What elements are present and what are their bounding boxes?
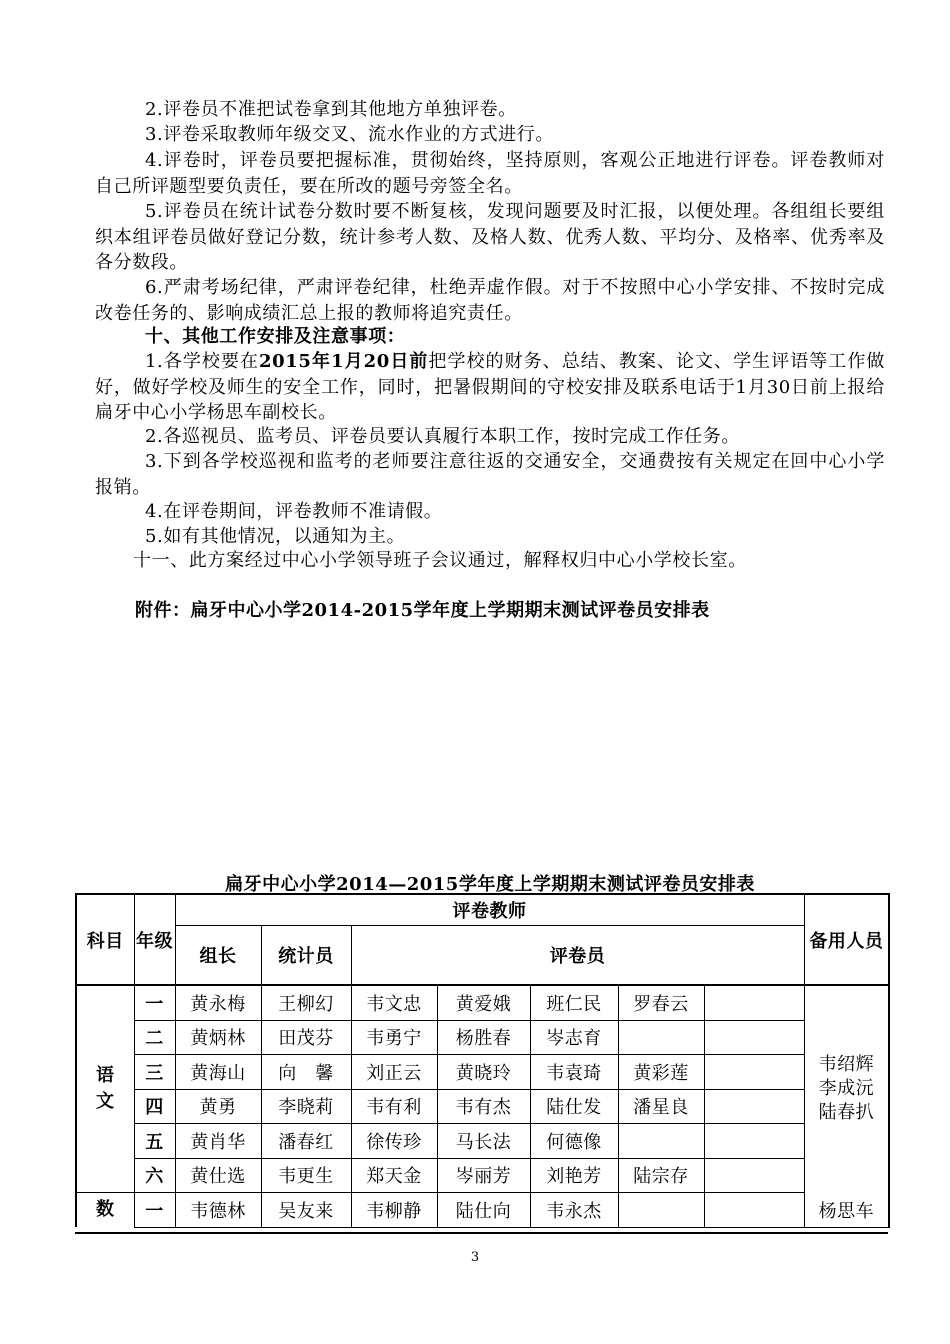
leader-cell: 黄炳林: [175, 1020, 261, 1055]
table-row: [76, 1193, 889, 1228]
header-backup: 备用人员: [804, 894, 889, 985]
backup-math: 杨思车: [804, 1193, 889, 1228]
grader-cell: 岑丽芳: [437, 1158, 530, 1193]
paragraph-4: 4.评卷时，评卷员要把握标准，贯彻始终，坚持原则，客观公正地进行评卷。评卷教师对自己所评题型要负责任，要在所改的题号旁签全名。: [95, 150, 885, 197]
leader-cell: 黄肖华: [175, 1124, 261, 1159]
grader-cell: 韦袁琦: [530, 1055, 618, 1090]
backup-name: 李成沅: [818, 1078, 875, 1100]
statistician-cell: 李晓莉: [261, 1089, 351, 1124]
leader-cell: 韦德林: [175, 1193, 261, 1228]
grader-cell: 黄爱娥: [437, 985, 530, 1020]
grader-cell: [704, 1089, 804, 1124]
table-title: 扁牙中心小学2014—2015学年度上学期期末测试评卷员安排表: [225, 874, 755, 895]
statistician-cell: 王柳幻: [261, 985, 351, 1020]
grade-cell: 四: [134, 1089, 175, 1124]
grader-cell: 潘星良: [618, 1089, 704, 1124]
section-11: 十一、此方案经过中心小学领导班子会议通过，解释权归中心小学校长室。: [133, 550, 747, 571]
header-row-1: [76, 894, 889, 926]
grade-cell: 二: [134, 1020, 175, 1055]
grade-cell: 一: [134, 985, 175, 1020]
attachment-title: 附件：扁牙中心小学2014-2015学年度上学期期末测试评卷员安排表: [135, 600, 710, 621]
grader-cell: 郑天金: [351, 1158, 437, 1193]
section-10-heading: 十、其他工作安排及注意事项：: [145, 326, 406, 347]
grader-cell: [618, 1124, 704, 1159]
grader-cell: 罗春云: [618, 985, 704, 1020]
grader-cell: 班仁民: [530, 985, 618, 1020]
paragraph-6: 6.严肃考场纪律，严肃评卷纪律，杜绝弄虚作假。对于不按照中心小学安排、不按时完成改卷任务的、影响成绩汇总上报的教师将追究责任。: [95, 277, 885, 324]
header-row-2: [76, 926, 889, 986]
table-row: [76, 1158, 889, 1193]
page-number: 3: [470, 1250, 480, 1265]
paragraph-5: 5.评卷员在统计试卷分数时要不断复核，发现问题要及时汇报，以便处理。各组组长要组织本组评卷员做好登记分数，统计参考人数、及格人数、优秀人数、平均分、及格率、优秀率及各分数段。: [95, 201, 885, 273]
grader-cell: [704, 985, 804, 1020]
header-grade: 年级: [134, 894, 175, 985]
header-graders: 评卷员: [351, 926, 804, 986]
grader-cell: 韦柳静: [351, 1193, 437, 1228]
grader-table: [75, 893, 890, 1228]
grader-cell: 韦有利: [351, 1089, 437, 1124]
leader-cell: 黄仕选: [175, 1158, 261, 1193]
subject-chinese-label: 语文: [96, 1065, 115, 1112]
header-teachers: 评卷教师: [175, 894, 804, 926]
table-bottom-border: [75, 1232, 888, 1234]
grader-cell: 韦永杰: [530, 1193, 618, 1228]
table-row: [76, 1089, 889, 1124]
grader-cell: [618, 1193, 704, 1228]
grader-cell: 黄彩莲: [618, 1055, 704, 1090]
section-10-item-3: 3.下到各学校巡视和监考的老师要注意往返的交通安全，交通费按有关规定在回中心小学报销。: [95, 451, 885, 498]
section-10-item-4: 4.在评卷期间，评卷教师不准请假。: [145, 501, 443, 522]
grader-cell: 韦有杰: [437, 1089, 530, 1124]
subject-math: 数: [76, 1193, 134, 1228]
header-subject: 科目: [76, 894, 134, 985]
grader-cell: 韦勇宁: [351, 1020, 437, 1055]
section-10-item-5: 5.如有其他情况，以通知为主。: [145, 526, 406, 547]
table-row: [76, 1020, 889, 1055]
grader-cell: 陆仕向: [437, 1193, 530, 1228]
grader-cell: 黄晓玲: [437, 1055, 530, 1090]
statistician-cell: 吴友来: [261, 1193, 351, 1228]
paragraph-2: 2.评卷员不准把试卷拿到其他地方单独评卷。: [145, 99, 517, 120]
paragraph-3: 3.评卷采取教师年级交叉、流水作业的方式进行。: [145, 124, 554, 145]
section-10-item-1: [95, 349, 885, 426]
grader-cell: 刘正云: [351, 1055, 437, 1090]
statistician-cell: 田茂芬: [261, 1020, 351, 1055]
grade-cell: 三: [134, 1055, 175, 1090]
grade-cell: 五: [134, 1124, 175, 1159]
grader-cell: [704, 1193, 804, 1228]
grader-cell: [618, 1020, 704, 1055]
grader-cell: 陆仕发: [530, 1089, 618, 1124]
backup-name: 韦绍辉: [818, 1054, 875, 1076]
item-1-body: 把学校的财务、总结、教案、论文、学生评语等工作做好，做好学校及师生的安全工作，同时，把暑假期间的守校安排及联系电话于1月30日前上报给扁牙中心小学杨思车副校长。: [95, 351, 885, 423]
item-1-prefix: 1.各学校要在: [145, 351, 260, 372]
grader-cell: 杨胜春: [437, 1020, 530, 1055]
leader-cell: 黄勇: [175, 1089, 261, 1124]
grader-cell: 刘艳芳: [530, 1158, 618, 1193]
grader-cell: [704, 1124, 804, 1159]
table-row: [76, 985, 889, 1020]
grader-cell: 徐传珍: [351, 1124, 437, 1159]
section-10-item-2: 2.各巡视员、监考员、评卷员要认真履行本职工作，按时完成工作任务。: [145, 426, 740, 447]
grader-cell: 马长法: [437, 1124, 530, 1159]
grader-cell: [704, 1158, 804, 1193]
grade-cell: 一: [134, 1193, 175, 1228]
leader-cell: 黄海山: [175, 1055, 261, 1090]
table-row: [76, 1124, 889, 1159]
table-row: [76, 1055, 889, 1090]
backup-name: 陆春扒: [818, 1102, 875, 1124]
grader-cell: [704, 1055, 804, 1090]
header-statistician: 统计员: [261, 926, 351, 986]
header-leader: 组长: [175, 926, 261, 986]
grader-cell: [704, 1020, 804, 1055]
grade-cell: 六: [134, 1158, 175, 1193]
statistician-cell: 韦更生: [261, 1158, 351, 1193]
statistician-cell: 向 馨: [261, 1055, 351, 1090]
subject-chinese: [76, 985, 134, 1193]
backup-chinese: [804, 985, 889, 1193]
grader-cell: 岑志育: [530, 1020, 618, 1055]
grader-cell: 何德像: [530, 1124, 618, 1159]
leader-cell: 黄永梅: [175, 985, 261, 1020]
deadline-date: 2015年1月20日前: [259, 351, 429, 372]
statistician-cell: 潘春红: [261, 1124, 351, 1159]
grader-cell: 陆宗存: [618, 1158, 704, 1193]
grader-cell: 韦文忠: [351, 985, 437, 1020]
